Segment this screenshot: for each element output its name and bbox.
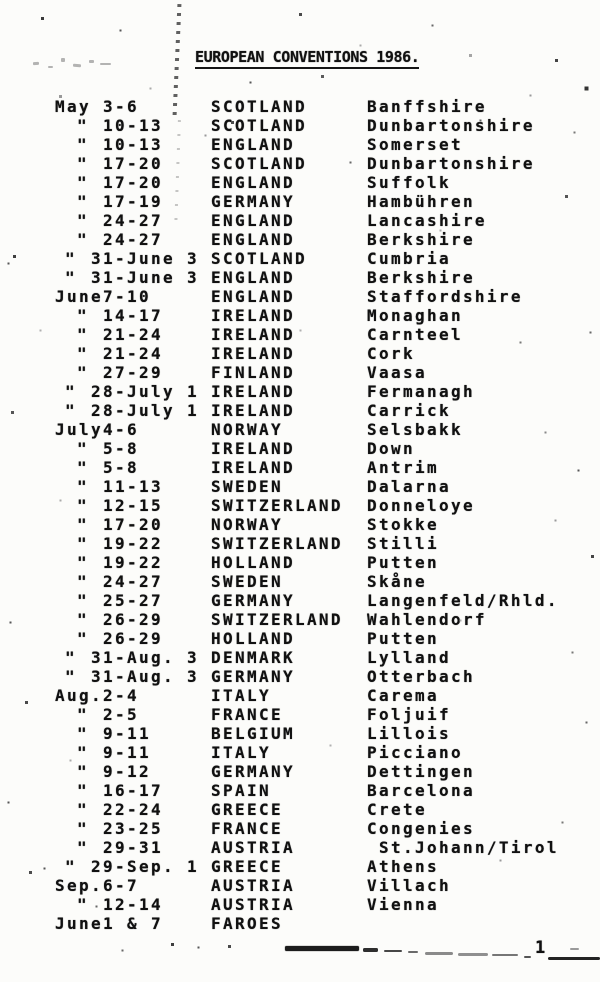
country-cell: IRELAND <box>211 306 295 325</box>
table-row <box>0 876 600 895</box>
date-cell: 23-25 <box>103 819 163 838</box>
location-cell: Suffolk <box>367 173 451 192</box>
table-row <box>0 629 600 648</box>
location-cell: Dunbartonshire <box>367 116 535 135</box>
date-cell: 24-27 <box>103 230 163 249</box>
page-number: 1 <box>535 938 546 958</box>
location-cell: Carrick <box>367 401 451 420</box>
month-cell: " <box>77 762 89 781</box>
date-cell: 9-11 <box>103 724 151 743</box>
month-cell: " <box>77 534 89 553</box>
table-row <box>0 135 600 154</box>
country-cell: HOLLAND <box>211 553 295 572</box>
location-cell: Dalarna <box>367 477 451 496</box>
table-row <box>0 515 600 534</box>
country-cell: SCOTLAND <box>211 97 307 116</box>
date-cell: 31-June 3 <box>91 268 199 287</box>
table-row <box>0 705 600 724</box>
date-cell: 4-6 <box>103 420 139 439</box>
country-cell: AUSTRIA <box>211 895 295 914</box>
country-cell: IRELAND <box>211 458 295 477</box>
table-row <box>0 306 600 325</box>
country-cell: IRELAND <box>211 344 295 363</box>
table-row <box>0 211 600 230</box>
table-row <box>0 838 600 857</box>
date-cell: 9-11 <box>103 743 151 762</box>
date-cell: 6-7 <box>103 876 139 895</box>
country-cell: GERMANY <box>211 591 295 610</box>
month-cell: " <box>77 895 89 914</box>
country-cell: ENGLAND <box>211 135 295 154</box>
location-cell: Skåne <box>367 572 427 591</box>
location-cell: Berkshire <box>367 230 475 249</box>
scan-smudge <box>33 62 39 65</box>
month-cell: " <box>77 496 89 515</box>
location-cell: Berkshire <box>367 268 475 287</box>
scan-smudge <box>61 58 65 62</box>
month-cell: " <box>77 724 89 743</box>
location-cell: Picciano <box>367 743 463 762</box>
document-title: EUROPEAN CONVENTIONS 1986. <box>195 49 419 69</box>
table-row <box>0 363 600 382</box>
country-cell: DENMARK <box>211 648 295 667</box>
table-row <box>0 553 600 572</box>
date-cell: 24-27 <box>103 572 163 591</box>
location-cell: Stilli <box>367 534 439 553</box>
month-cell: " <box>77 800 89 819</box>
table-row <box>0 230 600 249</box>
date-cell: 31-Aug. 3 <box>91 667 199 686</box>
date-cell: 25-27 <box>103 591 163 610</box>
country-cell: SCOTLAND <box>211 154 307 173</box>
table-row <box>0 572 600 591</box>
country-cell: FRANCE <box>211 705 283 724</box>
date-cell: 28-July 1 <box>91 401 199 420</box>
date-cell: 2-4 <box>103 686 139 705</box>
date-cell: 17-20 <box>103 154 163 173</box>
month-cell: May <box>55 97 91 116</box>
country-cell: ITALY <box>211 743 271 762</box>
month-cell: " <box>65 401 77 420</box>
country-cell: SWEDEN <box>211 572 283 591</box>
bottom-smudge-line <box>524 956 531 958</box>
country-cell: SWITZERLAND <box>211 534 343 553</box>
month-cell: Sep. <box>55 876 103 895</box>
location-cell: Dettingen <box>367 762 475 781</box>
table-row <box>0 819 600 838</box>
location-cell: Congenies <box>367 819 475 838</box>
country-cell: FINLAND <box>211 363 295 382</box>
country-cell: FRANCE <box>211 819 283 838</box>
country-cell: AUSTRIA <box>211 838 295 857</box>
month-cell: " <box>65 382 77 401</box>
scan-speckles-faint <box>0 0 1 1</box>
month-cell: " <box>77 211 89 230</box>
date-cell: 27-29 <box>103 363 163 382</box>
month-cell: June <box>55 287 103 306</box>
location-cell: Stokke <box>367 515 439 534</box>
location-cell: Carema <box>367 686 439 705</box>
date-cell: 12-14 <box>103 895 163 914</box>
page-number-underline <box>548 957 600 960</box>
country-cell: IRELAND <box>211 439 295 458</box>
country-cell: SWITZERLAND <box>211 610 343 629</box>
location-cell: Staffordshire <box>367 287 523 306</box>
table-row <box>0 686 600 705</box>
date-cell: 3-6 <box>103 97 139 116</box>
month-cell: " <box>77 192 89 211</box>
table-row <box>0 857 600 876</box>
location-cell: Foljuif <box>367 705 451 724</box>
location-cell <box>367 914 600 933</box>
scan-smudge <box>100 63 111 65</box>
country-cell: GREECE <box>211 800 283 819</box>
location-cell: Athens <box>367 857 439 876</box>
location-cell: Otterbach <box>367 667 475 686</box>
bottom-smudge-line <box>408 951 418 953</box>
date-cell: 14-17 <box>103 306 163 325</box>
date-cell: 17-20 <box>103 515 163 534</box>
month-cell: July <box>55 420 103 439</box>
location-cell: Langenfeld/Rhld. <box>367 591 559 610</box>
country-cell: ENGLAND <box>211 287 295 306</box>
date-cell: 17-20 <box>103 173 163 192</box>
scan-smudge <box>89 60 94 63</box>
location-cell: Carnteel <box>367 325 463 344</box>
table-row <box>0 724 600 743</box>
date-cell: 19-22 <box>103 534 163 553</box>
month-cell: " <box>65 857 77 876</box>
date-cell: 12-15 <box>103 496 163 515</box>
table-row <box>0 268 600 287</box>
country-cell: HOLLAND <box>211 629 295 648</box>
month-cell: " <box>65 648 77 667</box>
month-cell: " <box>77 477 89 496</box>
table-row <box>0 591 600 610</box>
month-cell: " <box>77 591 89 610</box>
table-row <box>0 382 600 401</box>
table-row <box>0 895 600 914</box>
country-cell: GERMANY <box>211 667 295 686</box>
table-row <box>0 667 600 686</box>
location-cell: Banffshire <box>367 97 487 116</box>
date-cell: 1 & 7 <box>103 914 163 933</box>
table-row <box>0 781 600 800</box>
date-cell: 7-10 <box>103 287 151 306</box>
table-row <box>0 743 600 762</box>
bottom-smudge-line <box>570 948 579 950</box>
date-cell: 16-17 <box>103 781 163 800</box>
month-cell: " <box>65 667 77 686</box>
month-cell: " <box>77 553 89 572</box>
month-cell: " <box>77 173 89 192</box>
location-cell: Down <box>367 439 415 458</box>
month-cell: " <box>77 515 89 534</box>
month-cell: " <box>77 819 89 838</box>
country-cell: ENGLAND <box>211 173 295 192</box>
table-row <box>0 477 600 496</box>
date-cell: 22-24 <box>103 800 163 819</box>
month-cell: " <box>77 705 89 724</box>
location-cell: Lylland <box>367 648 451 667</box>
country-cell: AUSTRIA <box>211 876 295 895</box>
date-cell: 28-July 1 <box>91 382 199 401</box>
country-cell: ENGLAND <box>211 211 295 230</box>
table-row <box>0 249 600 268</box>
location-cell: Vienna <box>367 895 439 914</box>
month-cell: Aug. <box>55 686 103 705</box>
date-cell: 31-Aug. 3 <box>91 648 199 667</box>
month-cell: " <box>77 781 89 800</box>
country-cell: SCOTLAND <box>211 116 307 135</box>
table-row <box>0 287 600 306</box>
country-cell: NORWAY <box>211 420 283 439</box>
month-cell: " <box>77 629 89 648</box>
country-cell: IRELAND <box>211 382 295 401</box>
table-row <box>0 192 600 211</box>
location-cell: Wahlendorf <box>367 610 487 629</box>
date-cell: 17-19 <box>103 192 163 211</box>
table-row <box>0 800 600 819</box>
table-row <box>0 496 600 515</box>
table-row <box>0 154 600 173</box>
country-cell: ENGLAND <box>211 230 295 249</box>
location-cell: Lancashire <box>367 211 487 230</box>
month-cell: " <box>77 325 89 344</box>
month-cell: June <box>55 914 103 933</box>
month-cell: " <box>77 458 89 477</box>
month-cell: " <box>77 116 89 135</box>
date-cell: 26-29 <box>103 629 163 648</box>
location-cell: Cumbria <box>367 249 451 268</box>
country-cell: GREECE <box>211 857 283 876</box>
bottom-smudge-line <box>363 948 378 952</box>
month-cell: " <box>65 268 77 287</box>
bottom-smudge-line <box>492 954 518 956</box>
location-cell: Villach <box>367 876 451 895</box>
table-row <box>0 173 600 192</box>
location-cell: Crete <box>367 800 427 819</box>
country-cell: SCOTLAND <box>211 249 307 268</box>
month-cell: " <box>77 306 89 325</box>
month-cell: " <box>77 363 89 382</box>
location-cell: Monaghan <box>367 306 463 325</box>
month-cell: " <box>65 249 77 268</box>
date-cell: 26-29 <box>103 610 163 629</box>
country-cell: GERMANY <box>211 192 295 211</box>
month-cell: " <box>77 135 89 154</box>
country-cell: IRELAND <box>211 325 295 344</box>
country-cell: SWEDEN <box>211 477 283 496</box>
date-cell: 29-Sep. 1 <box>91 857 199 876</box>
country-cell: GERMANY <box>211 762 295 781</box>
country-cell: FAROES <box>211 914 283 933</box>
country-cell: BELGIUM <box>211 724 295 743</box>
location-cell: Cork <box>367 344 415 363</box>
table-row <box>0 439 600 458</box>
table-row <box>0 325 600 344</box>
scan-speckles <box>0 0 1 1</box>
date-cell: 24-27 <box>103 211 163 230</box>
location-cell: Somerset <box>367 135 463 154</box>
table-row <box>0 534 600 553</box>
country-cell: SPAIN <box>211 781 271 800</box>
date-cell: 10-13 <box>103 116 163 135</box>
location-cell: Putten <box>367 629 439 648</box>
table-row <box>0 344 600 363</box>
bottom-smudge-line <box>458 953 488 956</box>
table-row <box>0 914 600 933</box>
scan-smudge <box>48 66 53 68</box>
date-cell: 2-5 <box>103 705 139 724</box>
month-cell: " <box>77 610 89 629</box>
month-cell: " <box>77 439 89 458</box>
table-row <box>0 762 600 781</box>
location-cell: Selsbakk <box>367 420 463 439</box>
month-cell: " <box>77 743 89 762</box>
country-cell: ENGLAND <box>211 268 295 287</box>
bottom-smudge-line <box>285 946 359 951</box>
location-cell: Antrim <box>367 458 439 477</box>
location-cell: St.Johann/Tirol <box>367 838 559 857</box>
table-row <box>0 116 600 135</box>
location-cell: Vaasa <box>367 363 427 382</box>
bottom-smudge-line <box>384 950 402 952</box>
date-cell: 21-24 <box>103 344 163 363</box>
date-cell: 31-June 3 <box>91 249 199 268</box>
date-cell: 5-8 <box>103 458 139 477</box>
location-cell: Fermanagh <box>367 382 475 401</box>
scan-smudge <box>73 64 81 68</box>
month-cell: " <box>77 572 89 591</box>
date-cell: 9-12 <box>103 762 151 781</box>
location-cell: Hambühren <box>367 192 475 211</box>
location-cell: Putten <box>367 553 439 572</box>
location-cell: Lillois <box>367 724 451 743</box>
table-row <box>0 97 600 116</box>
date-cell: 29-31 <box>103 838 163 857</box>
date-cell: 10-13 <box>103 135 163 154</box>
table-row <box>0 458 600 477</box>
country-cell: IRELAND <box>211 401 295 420</box>
date-cell: 19-22 <box>103 553 163 572</box>
location-cell: Barcelona <box>367 781 475 800</box>
location-cell: Dunbartonshire <box>367 154 535 173</box>
conventions-table <box>0 97 600 933</box>
bottom-smudge-line <box>425 952 453 955</box>
date-cell: 5-8 <box>103 439 139 458</box>
table-row <box>0 648 600 667</box>
country-cell: NORWAY <box>211 515 283 534</box>
date-cell: 11-13 <box>103 477 163 496</box>
country-cell: ITALY <box>211 686 271 705</box>
table-row <box>0 401 600 420</box>
month-cell: " <box>77 344 89 363</box>
country-cell: SWITZERLAND <box>211 496 343 515</box>
table-row <box>0 420 600 439</box>
month-cell: " <box>77 230 89 249</box>
month-cell: " <box>77 154 89 173</box>
date-cell: 21-24 <box>103 325 163 344</box>
table-row <box>0 610 600 629</box>
month-cell: " <box>77 838 89 857</box>
location-cell: Donneloye <box>367 496 475 515</box>
